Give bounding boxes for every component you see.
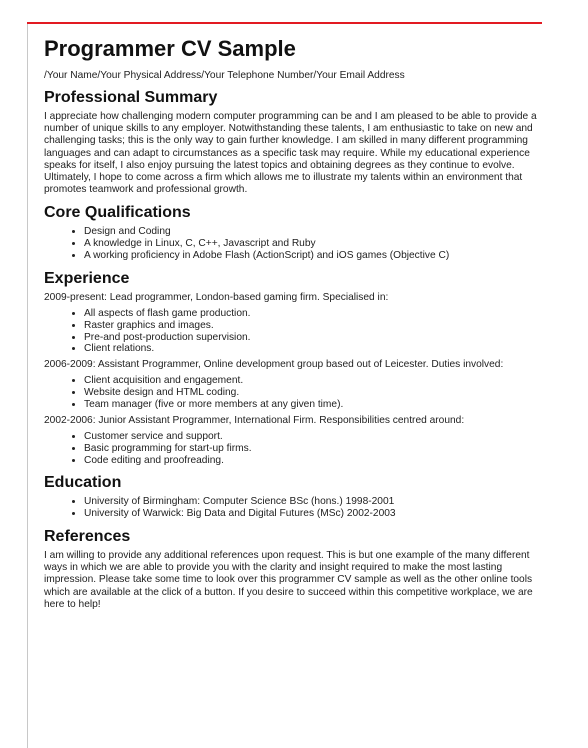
left-margin-rule: [27, 22, 28, 748]
list-item: • University of Warwick: Big Data and Digital Futures (MSc) 2002-2003: [84, 508, 544, 520]
job-intro: 2006-2009: Assistant Programmer, Online development group based out of Leicester. Duties involved:: [44, 359, 504, 371]
list-item: • University of Birmingham: Computer Science BSc (hons.) 1998-2001: [84, 496, 544, 508]
contact-line: /Your Name/Your Physical Address/Your Telephone Number/Your Email Address: [44, 70, 405, 81]
experience-heading: Experience: [44, 269, 130, 287]
list-item: • Code editing and proofreading.: [84, 455, 544, 467]
cv-title: Programmer CV Sample: [44, 36, 296, 61]
qualifications-section: [44, 204, 544, 261]
list-item: • Website design and HTML coding.: [84, 387, 544, 399]
job-duties-list: [44, 308, 544, 355]
list-item: • All aspects of flash game production.: [84, 308, 544, 320]
summary-section: [44, 89, 544, 196]
summary-heading: Professional Summary: [44, 89, 218, 106]
qualifications-heading: Core Qualifications: [44, 204, 191, 222]
list-item: • A working proficiency in Adobe Flash (ActionScript) and iOS games (Objective C): [84, 250, 544, 262]
references-section: [44, 528, 544, 611]
job-duties-list: [44, 375, 544, 410]
job-intro: 2009-present: Lead programmer, London-based gaming firm. Specialised in:: [44, 291, 389, 303]
list-item: • Pre-and post-production supervision.: [84, 332, 544, 344]
list-item: • Client acquisition and engagement.: [84, 375, 544, 387]
job-duties-list: [44, 431, 544, 466]
references-text: I am willing to provide any additional references upon request. This is but one example of the many different ways in which we are able to provide you with the clarity and insight required to make the most lasting impression. Please take some time to look over this programmer CV sample as well as the other online tools which are available at the click of a button. If you desire to succeed within this competitive workplace, we are here to help!: [44, 549, 533, 610]
education-list: [44, 496, 544, 520]
list-item: • Client relations.: [84, 343, 544, 355]
list-item: • A knowledge in Linux, C, C++, Javascript and Ruby: [84, 238, 544, 250]
list-item: • Raster graphics and images.: [84, 320, 544, 332]
list-item: • Team manager (five or more members at any given time).: [84, 399, 544, 411]
list-item: • Basic programming for start-up firms.: [84, 443, 544, 455]
experience-section: [44, 270, 544, 467]
cv-content: [44, 36, 544, 611]
summary-text: I appreciate how challenging modern computer programming can be and I am pleased to be able to provide a number of unique skills to any employer. Notwithstanding these talents, I am enthusiastic to take on new and challenging tasks; this is the only way to gain further knowledge. I am skilled in many different programming languages and can adapt to circumstances as a specific task may require. While my educational experience speaks for itself, I also enjoy pursuing the latest topics and obtaining degrees as they continue to evolve. Ultimately, I hope to come across a firm which allows me to illustrate my talents within an environment that promotes teamwork and professional growth.: [44, 111, 537, 196]
list-item: • Customer service and support.: [84, 431, 544, 443]
references-heading: References: [44, 527, 131, 545]
top-accent-rule: [27, 22, 542, 24]
job-intro: 2002-2006: Junior Assistant Programmer, International Firm. Responsibilities centred around:: [44, 414, 465, 426]
education-heading: Education: [44, 474, 122, 492]
qualifications-list: [44, 226, 544, 261]
education-section: [44, 474, 544, 520]
list-item: • Design and Coding: [84, 226, 544, 238]
